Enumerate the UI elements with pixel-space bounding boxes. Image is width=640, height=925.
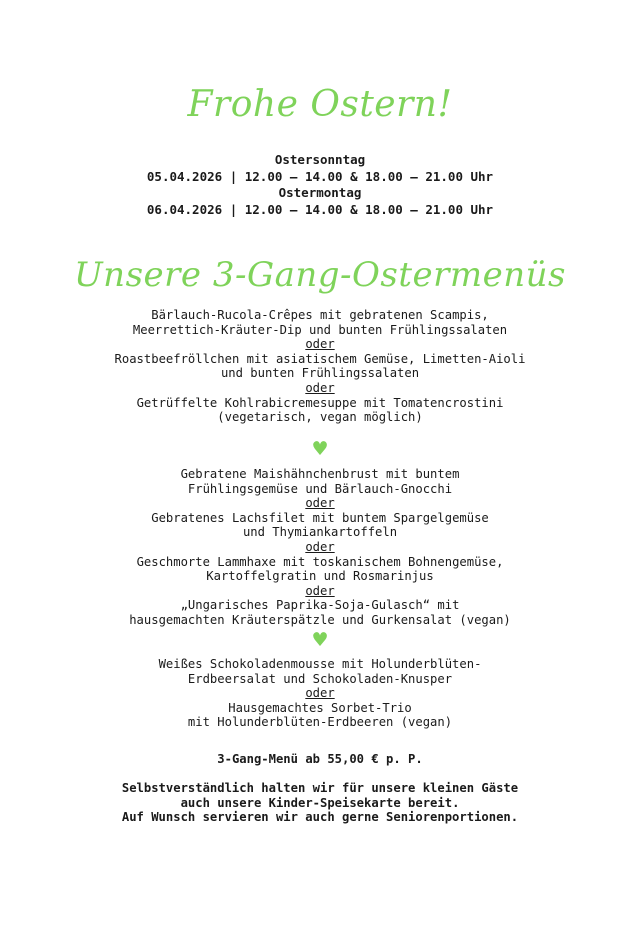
menu-price: 3-Gang-Menü ab 55,00 € p. P. xyxy=(217,752,423,766)
starters-section xyxy=(0,308,640,425)
or-separator: oder xyxy=(305,686,335,701)
main-line: „Ungarisches Paprika-Soja-Gulasch“ mit xyxy=(180,598,460,613)
main-line: Gebratene Maishähnchenbrust mit buntem xyxy=(180,467,460,481)
starter-line: Bärlauch-Rucola-Crêpes mit gebratenen Scampis, xyxy=(151,308,489,322)
note-line: Selbstverständlich halten wir für unsere kleinen Gäste xyxy=(121,781,519,795)
main-line: Frühlingsgemüse und Bärlauch-Gnocchi xyxy=(187,481,453,496)
dessert-line: Hausgemachtes Sorbet-Trio xyxy=(228,700,412,715)
menu-title: Unsere 3-Gang-Ostermenüs xyxy=(74,255,566,295)
starter-line: Meerrettich-Kräuter-Dip und bunten Frühlingssalaten xyxy=(132,322,508,337)
starter-line: und bunten Frühlingssalaten xyxy=(220,366,420,381)
heart-icon: ♥ xyxy=(311,438,329,460)
main-line: und Thymiankartoffeln xyxy=(242,525,398,540)
opening-hours xyxy=(0,152,640,218)
day2-label: Ostermontag xyxy=(278,185,362,200)
day1-hours: 05.04.2026 | 12.00 – 14.00 & 18.00 – 21.00 Uhr xyxy=(146,168,494,184)
or-separator: oder xyxy=(305,539,335,554)
heart-icon: ♥ xyxy=(311,629,329,651)
starter-line: (vegetarisch, vegan möglich) xyxy=(217,410,423,425)
or-separator: oder xyxy=(305,380,335,395)
starter-line: Getrüffelte Kohlrabicremesuppe mit Tomatencrostini xyxy=(136,395,504,410)
desserts-section xyxy=(0,657,640,730)
or-separator: oder xyxy=(305,496,335,511)
main-line: hausgemachten Kräuterspätzle und Gurkensalat (vegan) xyxy=(129,612,511,627)
starter-line: Roastbeefröllchen mit asiatischem Gemüse, Limetten-Aioli xyxy=(114,351,526,366)
main-line: Geschmorte Lammhaxe mit toskanischem Bohnengemüse, xyxy=(136,554,504,569)
day2-hours: 06.04.2026 | 12.00 – 14.00 & 18.00 – 21.00 Uhr xyxy=(146,201,494,217)
info-note xyxy=(0,781,640,825)
main-line: Gebratenes Lachsfilet mit buntem Spargelgemüse xyxy=(151,510,489,525)
dessert-line: Erdbeersalat und Schokoladen-Knusper xyxy=(187,671,453,686)
or-separator: oder xyxy=(305,337,335,352)
note-line: Auf Wunsch servieren wir auch gerne Seniorenportionen. xyxy=(121,810,519,825)
main-line: Kartoffelgratin und Rosmarinjus xyxy=(206,569,434,584)
dessert-line: Weißes Schokoladenmousse mit Holunderblüten- xyxy=(158,657,482,671)
day1-label: Ostersonntag xyxy=(274,152,366,167)
page-title: Frohe Ostern! xyxy=(187,84,453,125)
note-line: auch unsere Kinder-Speisekarte bereit. xyxy=(180,795,460,810)
dessert-line: mit Holunderblüten-Erdbeeren (vegan) xyxy=(187,715,453,730)
or-separator: oder xyxy=(305,583,335,598)
mains-section xyxy=(0,467,640,628)
